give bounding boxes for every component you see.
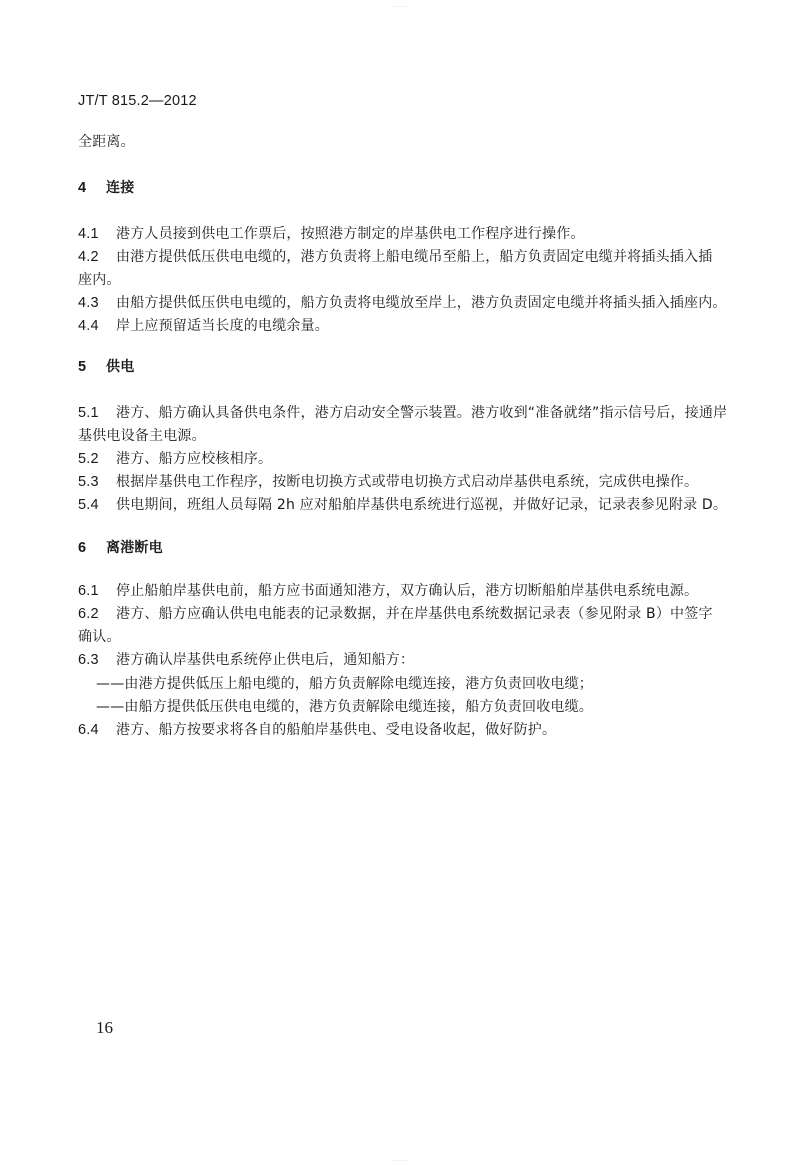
- watermark-bottom: · · · · · · · · ·: [389, 1158, 411, 1163]
- clause-4-1: 4.1 港方人员接到供电工作票后，按照港方制定的岸基供电工作程序进行操作。: [78, 226, 585, 242]
- watermark-top: · · · · · · · · ·: [389, 4, 411, 9]
- clause-4-2: 4.2 由港方提供低压供电电缆的，港方负责将上船电缆吊至船上，船方负责固定电缆并将插头插入插: [78, 249, 713, 265]
- clause-5-1-cont: 基供电设备主电源。: [78, 428, 206, 444]
- section-heading-5: 5 供电: [78, 359, 135, 375]
- clause-6-3-dash-item: ——由船方提供低压供电电缆的，港方负责解除电缆连接，船方负责回收电缆。: [96, 699, 593, 715]
- clause-6-1: 6.1 停止船舶岸基供电前，船方应书面通知港方，双方确认后，港方切断船舶岸基供电系统电源。: [78, 583, 699, 599]
- clause-6-2: 6.2 港方、船方应确认供电电能表的记录数据，并在岸基供电系统数据记录表（参见附录 B）中签字: [78, 606, 713, 622]
- continuation-text: 全距离。: [78, 134, 135, 150]
- section-heading-6: 6 离港断电: [78, 540, 163, 556]
- clause-5-3: 5.3 根据岸基供电工作程序，按断电切换方式或带电切换方式启动岸基供电系统，完成供电操作。: [78, 474, 699, 490]
- clause-6-2-cont: 确认。: [78, 629, 121, 645]
- clause-6-4: 6.4 港方、船方按要求将各自的船舶岸基供电、受电设备收起，做好防护。: [78, 722, 557, 738]
- clause-4-3: 4.3 由船方提供低压供电电缆的，船方负责将电缆放至岸上，港方负责固定电缆并将插头插入插座内。: [78, 295, 727, 311]
- page-number: 16: [96, 1018, 113, 1037]
- clause-5-1: 5.1 港方、船方确认具备供电条件，港方启动安全警示装置。港方收到“准备就绪”指示信号后，接通岸: [78, 405, 728, 421]
- clause-6-3-dash-item: ——由港方提供低压上船电缆的，船方负责解除电缆连接，港方负责回收电缆；: [96, 676, 593, 692]
- clause-4-4: 4.4 岸上应预留适当长度的电缆余量。: [78, 318, 329, 334]
- clause-4-2-cont: 座内。: [78, 272, 121, 288]
- section-heading-4: 4 连接: [78, 180, 135, 196]
- clause-5-4: 5.4 供电期间，班组人员每隔 2h 应对船舶岸基供电系统进行巡视，并做好记录，记录表参见附录 D。: [78, 497, 728, 513]
- clause-5-2: 5.2 港方、船方应校核相序。: [78, 451, 273, 467]
- document-code: JT/T 815.2—2012: [78, 93, 197, 109]
- clause-6-3: 6.3 港方确认岸基供电系统停止供电后，通知船方：: [78, 652, 415, 668]
